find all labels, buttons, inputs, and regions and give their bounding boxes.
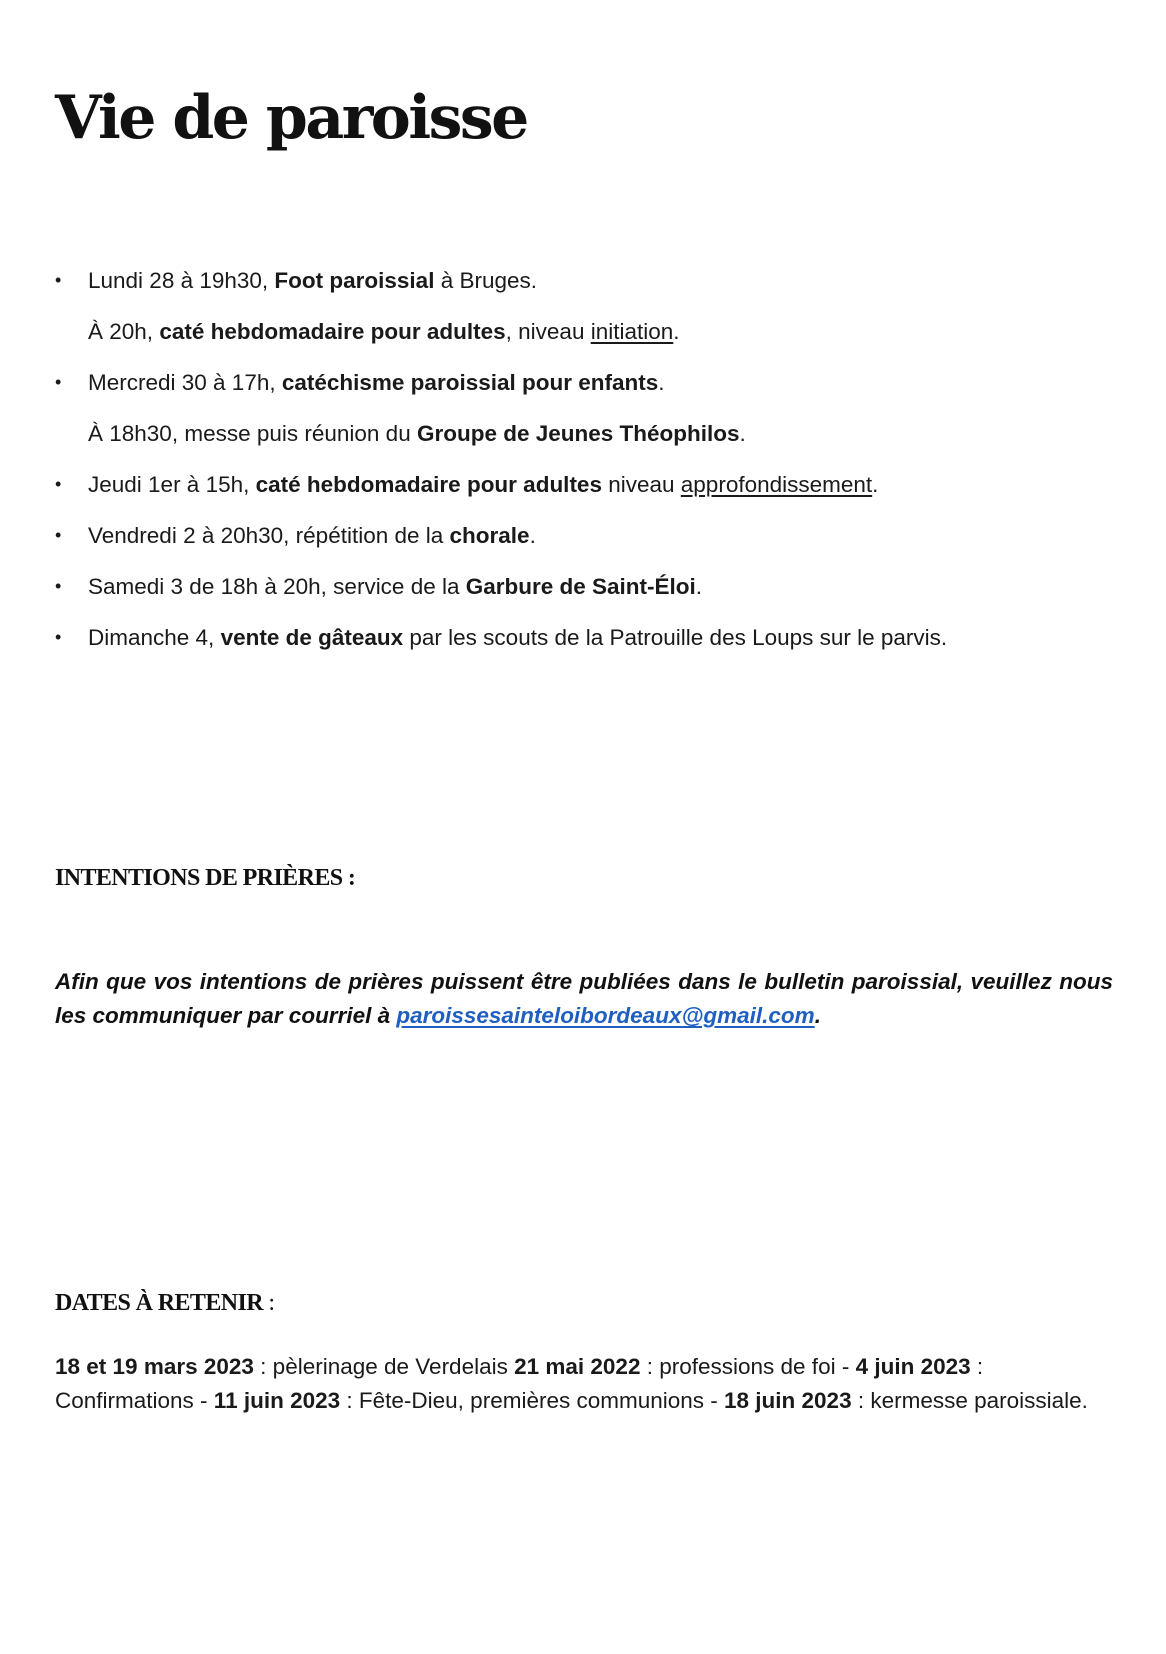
event-line	[88, 357, 1115, 408]
bold-text: vente de gâteaux	[220, 625, 404, 650]
email-link[interactable]: paroissesainteloibordeaux@gmail.com	[396, 1003, 815, 1028]
underlined-text: approfondissement	[680, 472, 873, 497]
bullet-icon: •	[55, 270, 62, 290]
bold-text: chorale	[449, 523, 530, 548]
event-line	[88, 408, 1115, 459]
dates-text	[55, 1350, 1115, 1418]
bold-text: 18 juin 2023	[724, 1388, 852, 1413]
event-item	[55, 459, 1115, 510]
dates-heading-colon: :	[262, 1290, 275, 1316]
bold-text: catéchisme paroissial pour enfants	[281, 370, 659, 395]
text-run: à Bruges.	[434, 268, 538, 293]
bullet-icon: •	[55, 627, 62, 647]
event-item	[55, 612, 1115, 663]
underlined-text: initiation	[590, 319, 674, 344]
text-run: : kermesse paroissiale.	[851, 1388, 1088, 1413]
event-line	[88, 510, 1115, 561]
bold-text: 11 juin 2023	[213, 1388, 341, 1413]
bold-text: Groupe de Jeunes Théophilos	[416, 421, 740, 446]
text-run: .	[872, 472, 879, 497]
event-line	[88, 255, 1115, 306]
text-run: par les scouts de la Patrouille des Loups sur le parvis.	[403, 625, 948, 650]
dates-heading	[55, 1290, 274, 1317]
dates-heading-label: DATES À RETENIR	[55, 1290, 263, 1316]
text-run: Vendredi 2 à 20h30, répétition de la	[88, 523, 450, 548]
bullet-icon: •	[55, 372, 62, 392]
text-run: Jeudi 1er à 15h,	[88, 472, 256, 497]
bullet-icon: •	[55, 525, 62, 545]
text-run: Mercredi 30 à 17h,	[88, 370, 282, 395]
bold-text: 4 juin 2023	[855, 1354, 971, 1379]
bullet-icon: •	[55, 474, 62, 494]
text-run: : professions de foi -	[640, 1354, 856, 1379]
event-line	[88, 306, 1115, 357]
event-item	[55, 357, 1115, 459]
text-run: .	[695, 574, 703, 599]
intentions-body: Afin que vos intentions de prières puissent être publiées dans le bulletin paroissial, veuillez nous les communiquer par courriel à	[55, 969, 1113, 1028]
event-item	[55, 255, 1115, 357]
text-run: .	[673, 319, 680, 344]
events-list	[55, 255, 1115, 663]
text-run: , niveau	[505, 319, 591, 344]
text-run: À 20h,	[88, 319, 160, 344]
bold-text: Foot paroissial	[274, 268, 435, 293]
bullet-icon: •	[55, 576, 62, 596]
text-run: Samedi 3 de 18h à 20h, service de la	[88, 574, 466, 599]
text-run: niveau	[601, 472, 681, 497]
bold-text: 18 et 19 mars 2023	[55, 1354, 254, 1379]
bold-text: caté hebdomadaire pour adultes	[159, 319, 506, 344]
text-run: : Fête-Dieu, premières communions -	[340, 1388, 725, 1413]
event-line	[88, 612, 1115, 663]
text-run: .	[529, 523, 536, 548]
intentions-text	[55, 965, 1113, 1033]
text-run: À 18h30, messe puis réunion du	[88, 421, 417, 446]
text-run: .	[658, 370, 665, 395]
event-line	[88, 561, 1115, 612]
bold-text: caté hebdomadaire pour adultes	[255, 472, 602, 497]
intentions-heading: INTENTIONS DE PRIÈRES :	[55, 865, 356, 891]
event-item	[55, 510, 1115, 561]
intentions-end: .	[814, 1003, 821, 1028]
event-line	[88, 459, 1115, 510]
text-run: Dimanche 4,	[88, 625, 221, 650]
text-run: Lundi 28 à 19h30,	[88, 268, 275, 293]
bold-text: 21 mai 2022	[514, 1354, 641, 1379]
bold-text: Garbure de Saint-Éloi	[465, 574, 696, 599]
text-run: .	[739, 421, 746, 446]
text-run: : pèlerinage de Verdelais	[253, 1354, 515, 1379]
event-item	[55, 561, 1115, 612]
text-run: : Confirmations -	[55, 1354, 984, 1413]
page-title: Vie de paroisse	[55, 83, 527, 153]
